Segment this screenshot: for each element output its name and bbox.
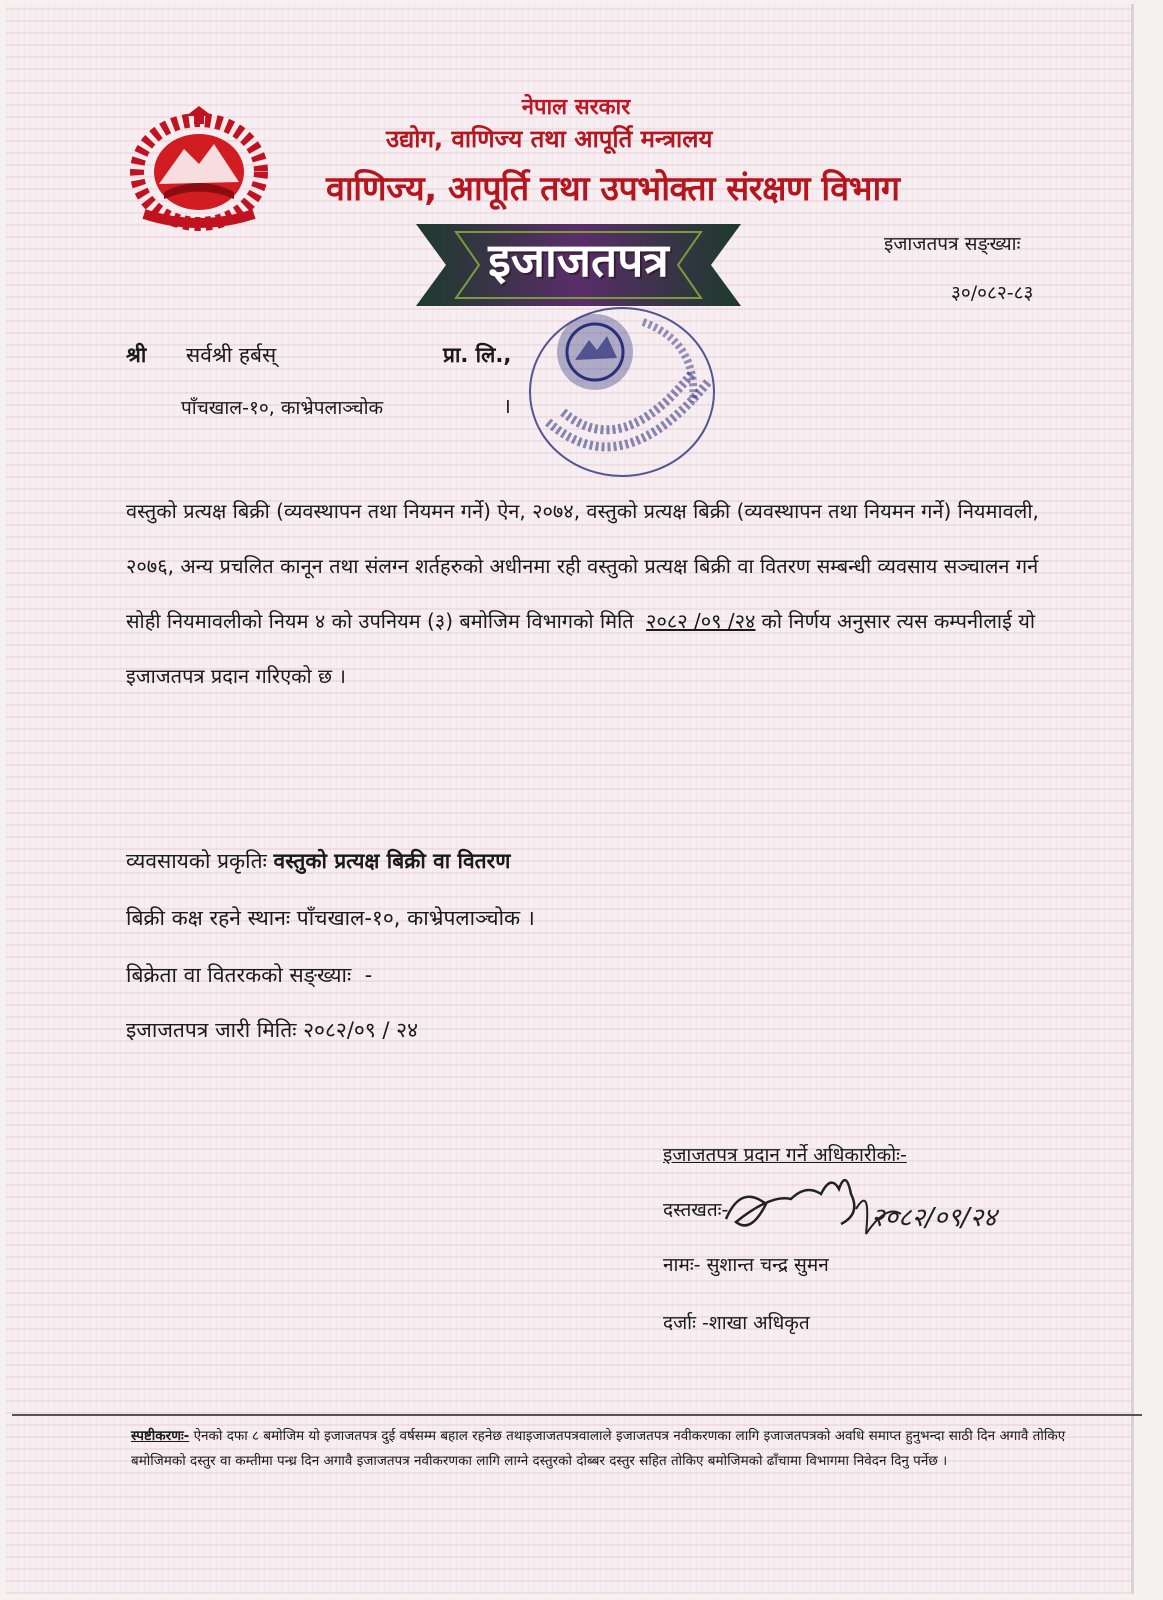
sales-location-value: पाँचखाल-१०, काभ्रेपलाञ्चोक । xyxy=(296,906,535,930)
department-name: वाणिज्य, आपूर्ति तथा उपभोक्ता संरक्षण विभाग xyxy=(326,169,900,209)
official-stamp-icon xyxy=(523,302,721,482)
business-nature-row xyxy=(126,847,510,875)
footer-note-text: ऐनको दफा ८ बमोजिम यो इजाजतपत्र दुई वर्षसम्म बहाल रहनेछ तथाइजाजतपत्रवालाले इजाजतपत्र नवीकरणका लागि इजाजतपत्रको अवधि समाप्त हुनुभन्दा साठी दिन अगावै तोकिए बमोजिमको दस्तुर वा कम्तीमा पन्ध्र दिन अगावै इजाजतपत्र नवीकरणका लागि लाग्ने दस्तुरको दोब्बर दस्तुर सहित तोकिए बमोजिमको ढाँचामा विभागमा निवेदन दिनु पर्नेछ । xyxy=(131,1428,1066,1469)
authority-rank-label: दर्जाः - xyxy=(663,1312,709,1334)
authority-rank-row xyxy=(663,1309,810,1335)
authority-rank-value: शाखा अधिकृत xyxy=(708,1312,810,1334)
company-address: पाँचखाल-१०, काभ्रेपलाञ्चोक xyxy=(181,397,384,419)
distributor-count-label: बिक्रेता वा वितरकको सङ्ख्याः xyxy=(126,963,352,987)
signature-label: दस्तखतः- xyxy=(663,1199,729,1221)
footer-note xyxy=(131,1424,1066,1474)
license-body-paragraph xyxy=(126,484,1074,704)
footer-divider xyxy=(12,1414,1142,1416)
issue-date-row xyxy=(126,1016,418,1044)
nepal-emblem-icon xyxy=(124,104,274,234)
certificate-page xyxy=(6,4,1134,1594)
ministry-name: उद्योग, वाणिज्य तथा आपूर्ति मन्त्रालय xyxy=(386,125,713,153)
company-suffix: प्रा. लि., xyxy=(443,343,512,367)
address-end-mark: । xyxy=(503,394,511,418)
body-text-part2: को निर्णय अनुसार त्यस कम्पनीलाई यो इजाजतपत्र प्रदान गरिएको छ । xyxy=(126,609,1036,688)
signature-date: २०८२/०९/२४ xyxy=(871,1203,997,1233)
license-number-value: ३०/०८२-८३ xyxy=(951,282,1034,304)
decision-date: २०८२ /०९ /२४ xyxy=(646,609,756,633)
issue-date-label: इजाजतपत्र जारी मितिः xyxy=(126,1018,297,1042)
business-nature-value: वस्तुको प्रत्यक्ष बिक्री वा वितरण xyxy=(273,849,511,873)
authority-heading: इजाजतपत्र प्रदान गर्ने अधिकारीकोः- xyxy=(663,1144,907,1166)
authority-name-value: सुशान्त चन्द्र सुमन xyxy=(706,1254,829,1276)
authority-name-row xyxy=(663,1251,829,1277)
company-name: सर्वश्री हर्बस् xyxy=(186,343,277,367)
business-nature-label: व्यवसायको प्रकृतिः xyxy=(126,849,267,873)
signature-icon xyxy=(721,1164,1021,1244)
footer-note-label: स्पष्टीकरणः- xyxy=(131,1428,190,1444)
distributor-count-value: - xyxy=(364,963,373,987)
distributor-count-row xyxy=(126,961,372,989)
authority-name-label: नामः- xyxy=(663,1254,701,1276)
government-name: नेपाल सरकार xyxy=(521,95,631,120)
license-number-label: इजाजतपत्र सङ्ख्याः xyxy=(884,233,1021,255)
document-title: इजाजतपत्र xyxy=(488,233,669,287)
sales-location-label: बिक्री कक्ष रहने स्थानः xyxy=(126,906,291,930)
honorific: श्री xyxy=(126,343,147,367)
sales-location-row xyxy=(126,904,535,932)
body-text-part1: वस्तुको प्रत्यक्ष बिक्री (व्यवस्थापन तथा नियमन गर्ने) ऐन, २०७४, वस्तुको प्रत्यक्ष बिक्री (व्यवस्थापन तथा नियमन गर्ने) नियमावली, २०७६, अन्य प्रचलित कानून तथा संलग्न शर्तहरुको अधीनमा रही वस्तुको प्रत्यक्ष बिक्री वा वितरण सम्बन्धी व्यवसाय सञ्चालन गर्न सोही नियमावलीको नियम ४ को उपनियम (३) बमोजिम विभागको मिति xyxy=(126,499,1039,633)
issue-date-value: २०८२/०९ / २४ xyxy=(303,1018,419,1042)
